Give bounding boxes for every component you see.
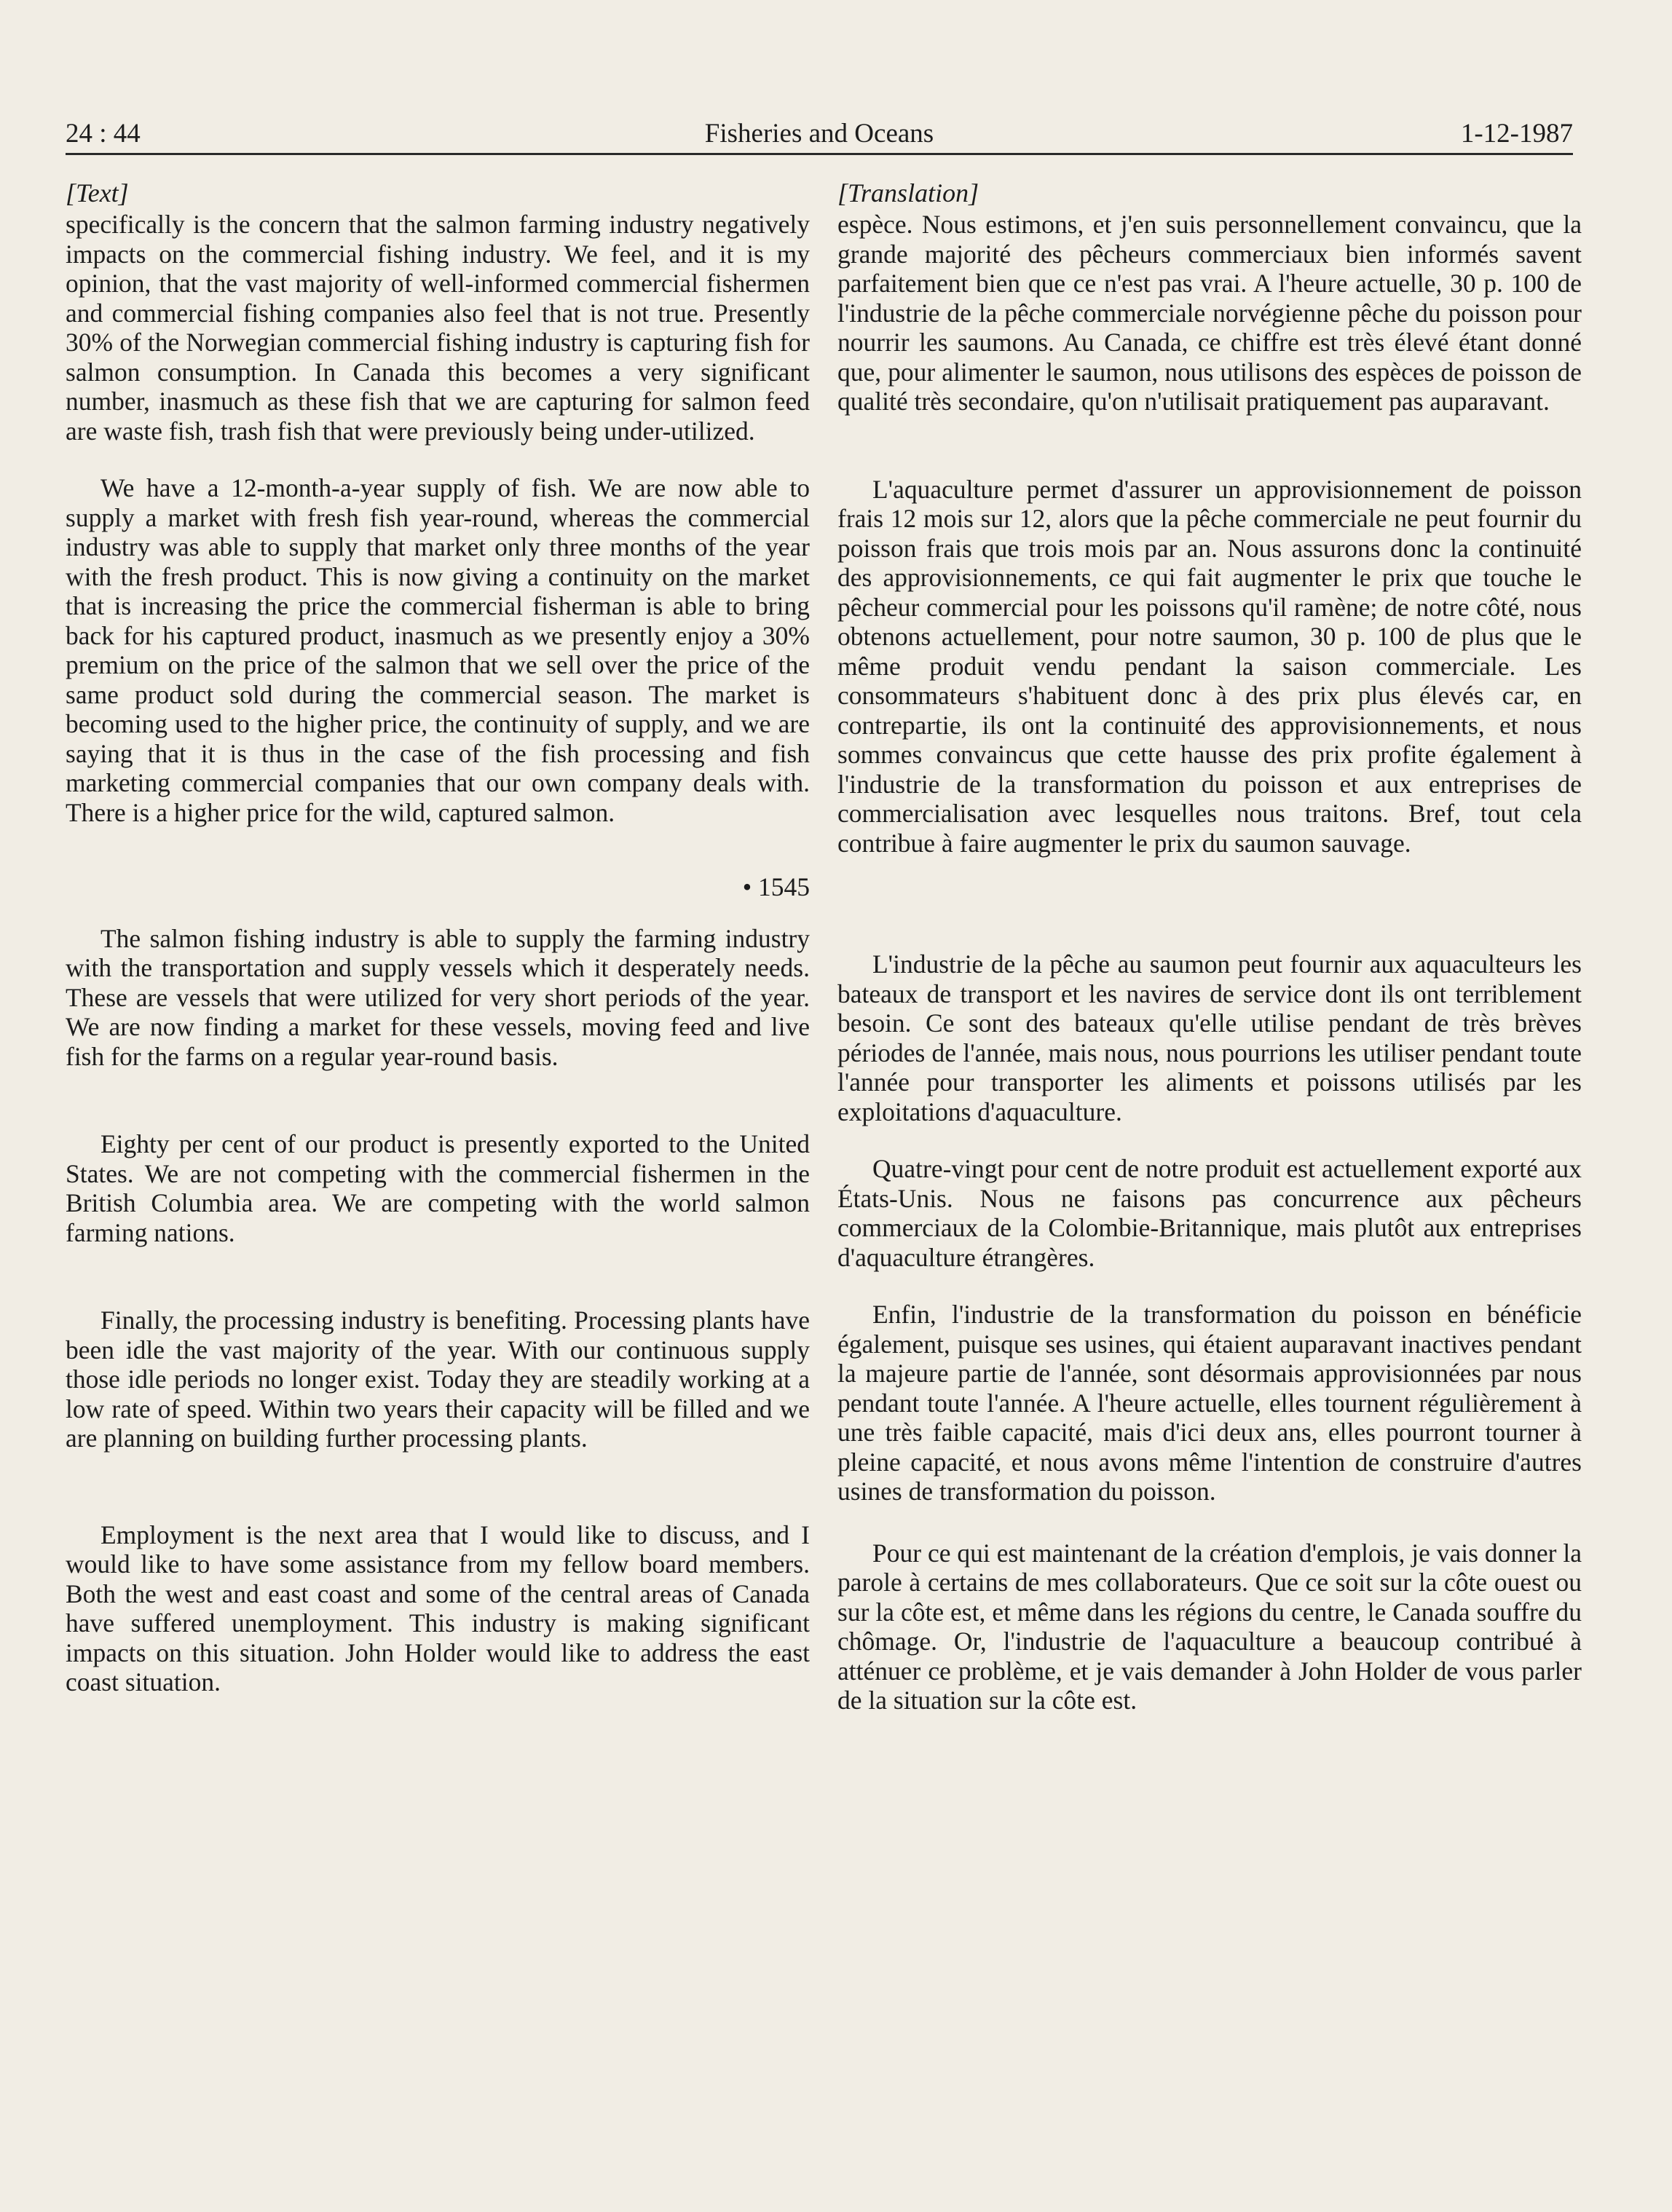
- paragraph: Enfin, l'industrie de la transformation du poisson en bénéficie également, puisque ses usines, qui étaient auparavant inactives pendant la majeure partie de l'année, sont désormais approvisionnées par nous pendant toute l'année. A l'heure actuelle, elles tournent régulièrement à une très faible capacité, mais d'ici deux ans, elles pourront tourner à pleine capacité, et nous avons même l'intention de construire d'autres usines de transformation du poisson.: [837, 1300, 1582, 1506]
- paragraph: Eighty per cent of our product is presently exported to the United States. We are not competing with the commercial fishermen in the British Columbia area. We are competing with the world salmon farming nations.: [66, 1129, 810, 1247]
- page-date: 1-12-1987: [1460, 119, 1573, 149]
- paragraph: espèce. Nous estimons, et j'en suis personnellement convaincu, que la grande majorité des pêcheurs commerciaux bien informés savent parfaitement bien que ce n'est pas vrai. A l'heure actuelle, 30 p. 100 de l'industrie de la pêche commerciale norvégienne pêche du poisson pour nourrir les saumons. Au Canada, ce chiffre est très élevé étant donné que, pour alimenter le saumon, nous utilisons des espèces de poisson de qualité très secondaire, qu'on n'utilisait pratiquement pas auparavant.: [837, 210, 1582, 416]
- timestamp: • 1545: [742, 872, 810, 901]
- paragraph: The salmon fishing industry is able to supply the farming industry with the transportation and supply vessels which it desperately needs. These are vessels that were utilized for very short periods of the year. We are now finding a market for these vessels, moving feed and live fish for the farms on a regular year-round basis.: [66, 923, 810, 1071]
- page-number: 24 : 44: [66, 119, 141, 149]
- paragraph: Finally, the processing industry is benefiting. Processing plants have been idle the vast majority of the year. With our continuous supply those idle periods no longer exist. Today they are steadily working at a low rate of speed. Within two years their capacity will be filled and we are planning on building further processing plants.: [66, 1306, 810, 1453]
- translation-tag: [Translation]: [837, 178, 979, 208]
- paragraph: L'industrie de la pêche au saumon peut fournir aux aquaculteurs les bateaux de transport et les navires de service dont ils ont terriblement besoin. Ce sont des bateaux qu'elle utilise pendant de très brèves périodes de l'année, mais nous, nous pourrions les utiliser pendant toute l'année pour transporter les aliments et poissons utilisés par les exploitations d'aquaculture.: [837, 949, 1582, 1126]
- paragraph: specifically is the concern that the salmon farming industry negatively impacts on the commercial fishing industry. We feel, and it is my opinion, that the vast majority of well-informed commercial fishermen and commercial fishing companies also feel that is not true. Presently 30% of the Norwegian commercial fishing industry is capturing fish for salmon consumption. In Canada this becomes a very significant number, inasmuch as these fish that we are capturing for salmon feed are waste fish, trash fish that were previously being under-utilized.: [66, 210, 810, 446]
- text-tag: [Text]: [66, 178, 129, 208]
- paragraph: We have a 12-month-a-year supply of fish. We are now able to supply a market with fresh fish year-round, whereas the commercial industry was able to supply that market only three months of the year with the fresh product. This is now giving a continuity on the market that is increasing the price the commercial fisherman is able to bring back for his captured product, inasmuch as we presently enjoy a 30% premium on the price of the salmon that we sell over the price of the same product sold during the commercial season. The market is becoming used to the higher price, the continuity of supply, and we are saying that it is thus in the case of the fish processing and fish marketing commercial companies that our own company deals with. There is a higher price for the wild, captured salmon.: [66, 473, 810, 827]
- paragraph: Quatre-vingt pour cent de notre produit est actuellement exporté aux États-Unis. Nous ne faisons pas concurrence aux pêcheurs commerciaux de la Colombie-Britannique, mais plutôt aux entreprises d'aquaculture étrangères.: [837, 1154, 1582, 1272]
- english-column: [66, 178, 810, 1697]
- paragraph: Employment is the next area that I would like to discuss, and I would like to have some assistance from my fellow board members. Both the west and east coast and some of the central areas of Canada have suffered unemployment. This industry is making significant impacts on this situation. John Holder would like to address the east coast situation.: [66, 1520, 810, 1696]
- paragraph: L'aquaculture permet d'assurer un approvisionnement de poisson frais 12 mois sur 12, alors que la pêche commerciale ne peut fournir du poisson frais que trois mois par an. Nous assurons donc la continuité des approvisionnements, ce qui fait augmenter le prix que touche le pêcheur commercial pour les poissons qu'il ramène; de notre côté, nous obtenons actuellement, pour notre saumon, 30 p. 100 de plus que le même produit vendu pendant la saison commerciale. Les consommateurs s'habituent donc à des prix plus élevés car, en contrepartie, ils ont la continuité des approvisionnements, et nous sommes convaincus que cette hausse des prix profite également à l'industrie de la transformation du poisson et aux entreprises de commercialisation avec lesquelles nous traitons. Bref, tout cela contribue à faire augmenter le prix du saumon sauvage.: [837, 474, 1582, 858]
- page-header: [66, 116, 1573, 155]
- french-column: [837, 178, 1582, 1715]
- committee-title: Fisheries and Oceans: [704, 119, 934, 149]
- paragraph: Pour ce qui est maintenant de la création d'emplois, je vais donner la parole à certains de mes collaborateurs. Que ce soit sur la côte ouest ou sur la côte est, et même dans les régions du centre, le Canada souffre du chômage. Or, l'industrie de l'aquaculture a beaucoup contribué à atténuer ce problème, et je vais demander à John Holder de vous parler de la situation sur la côte est.: [837, 1538, 1582, 1715]
